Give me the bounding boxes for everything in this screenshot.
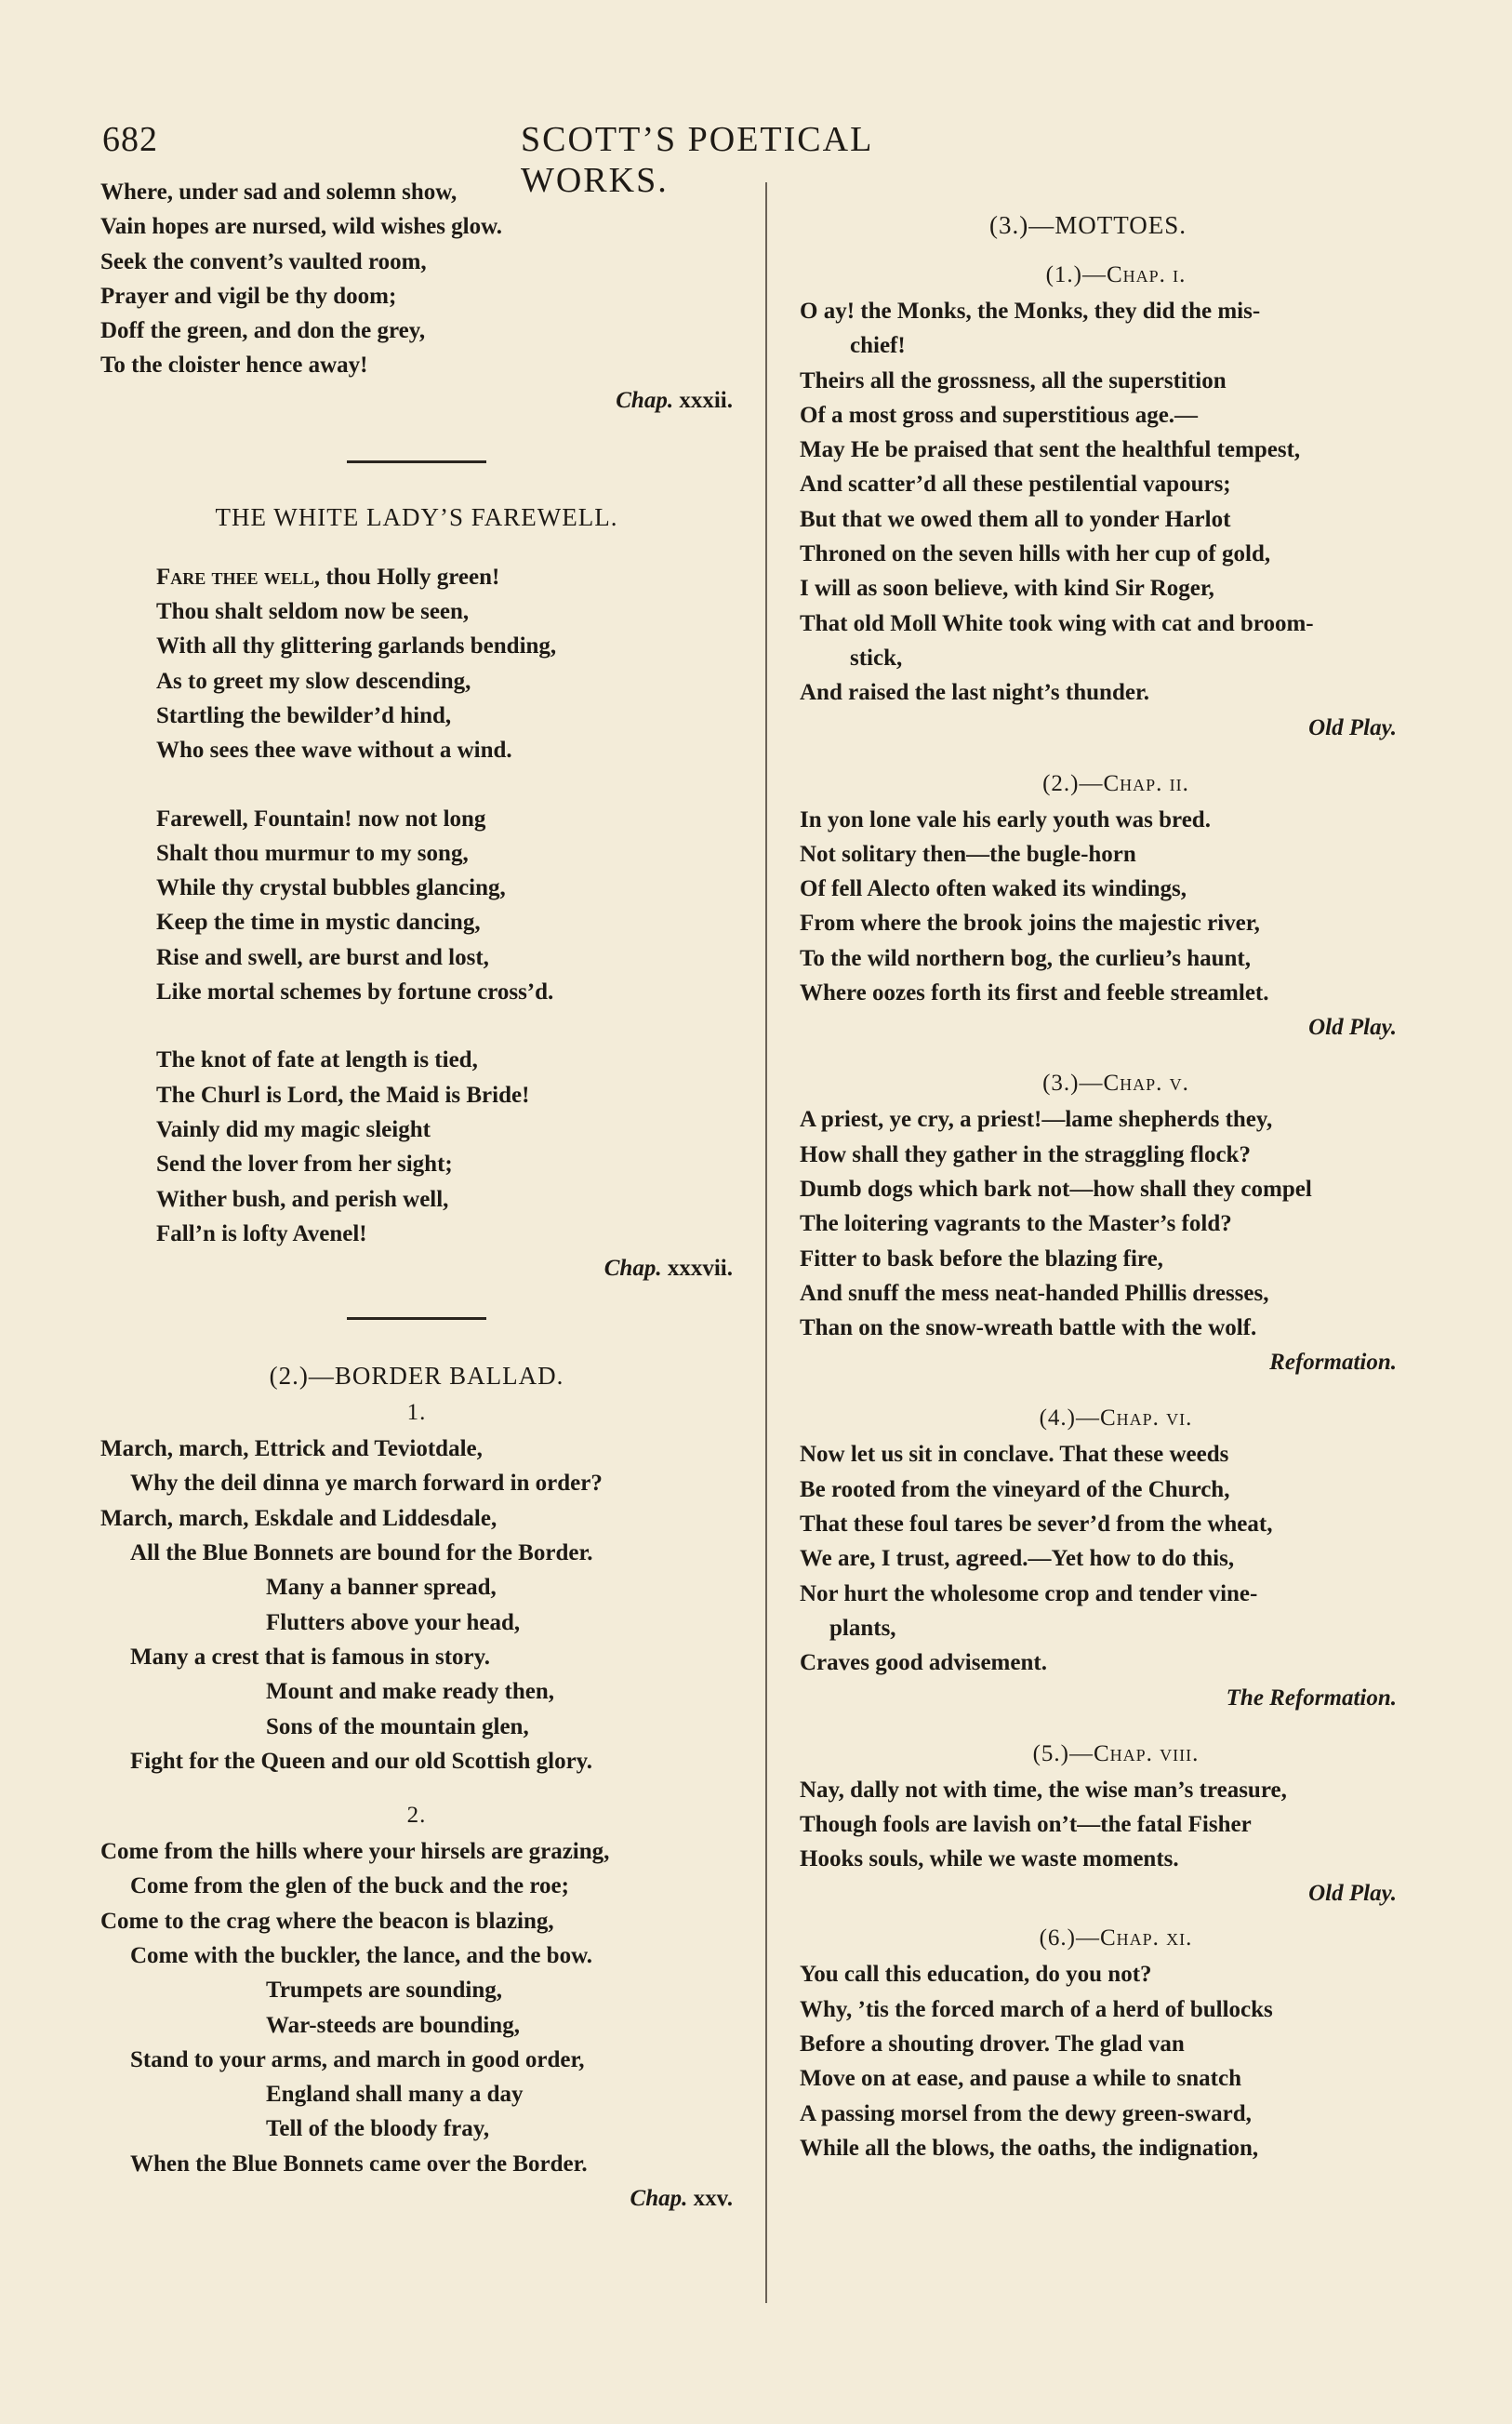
poem-line: Shalt thou murmur to my song, xyxy=(156,840,469,866)
motto-heading: (4.)—Chap. vi. xyxy=(1039,1405,1193,1432)
poem-line: Than on the snow-wreath battle with the wolf. xyxy=(800,1315,1257,1341)
motto-heading: (5.)—Chap. viii. xyxy=(1032,1740,1200,1766)
poem-line: Dumb dogs which bark not—how shall they compel xyxy=(800,1176,1312,1202)
poem-line: plants, xyxy=(829,1615,896,1641)
poem-line: Fitter to bask before the blazing fire, xyxy=(800,1245,1163,1272)
poem-line: When the Blue Bonnets came over the Border. xyxy=(130,2151,588,2177)
poem-line: But that we owed them all to yonder Harlot xyxy=(800,506,1231,532)
poem-line: Move on at ease, and pause a while to snatch xyxy=(800,2066,1242,2092)
poem-line: Of fell Alecto often waked its windings, xyxy=(800,876,1187,902)
poem-line: Why the deil dinna ye march forward in order? xyxy=(130,1471,603,1497)
poem-line: Mount and make ready then, xyxy=(266,1679,554,1705)
poem-line: Fare thee well, thou Holly green! xyxy=(156,564,500,590)
poem-line: Thou shalt seldom now be seen, xyxy=(156,599,470,625)
poem-line: Be rooted from the vineyard of the Church, xyxy=(800,1476,1230,1502)
poem-line: O ay! the Monks, the Monks, they did the mis- xyxy=(800,299,1261,324)
stanza-number: 2. xyxy=(406,1803,427,1829)
poem-line: Flutters above your head, xyxy=(266,1609,521,1635)
poem-line: Farewell, Fountain! now not long xyxy=(156,806,486,832)
poem-line: You call this education, do you not? xyxy=(800,1962,1152,1988)
poem-line: March, march, Ettrick and Teviotdale, xyxy=(100,1436,483,1462)
stanza-number: 1. xyxy=(406,1400,427,1426)
poem-line: And raised the last night’s thunder. xyxy=(800,680,1150,706)
poem-line: That these foul tares be sever’d from the wheat, xyxy=(800,1512,1273,1538)
section-title: THE WHITE LADY’S FAREWELL. xyxy=(215,502,618,531)
poem-line: Vain hopes are nursed, wild wishes glow. xyxy=(100,214,503,240)
poem-line: Theirs all the grossness, all the superstition xyxy=(800,367,1227,393)
poem-line: Nay, dally not with time, the wise man’s treasure, xyxy=(800,1777,1287,1803)
citation: The Reformation. xyxy=(1226,1685,1397,1711)
motto-heading: (3.)—Chap. v. xyxy=(1042,1071,1189,1097)
poem-line: May He be praised that sent the healthful tempest, xyxy=(800,437,1301,463)
poem-line: chief! xyxy=(850,333,906,359)
poem-line: Many a banner spread, xyxy=(266,1575,497,1601)
poem-line: And snuff the mess neat-handed Phillis dresses, xyxy=(800,1280,1269,1306)
poem-line: stick, xyxy=(850,645,903,671)
page-number: 682 xyxy=(102,120,158,159)
poem-line: Why, ’tis the forced march of a herd of bullocks xyxy=(800,1996,1273,2022)
poem-line: To the cloister hence away! xyxy=(100,353,368,379)
poem-line: Come with the buckler, the lance, and the bow. xyxy=(130,1942,593,1968)
motto-1 xyxy=(800,294,1432,711)
motto-heading: (1.)—Chap. i. xyxy=(1045,262,1187,287)
poem-line: March, march, Eskdale and Liddesdale, xyxy=(100,1505,497,1531)
poem-line: In yon lone vale his early youth was bred. xyxy=(800,806,1211,832)
poem-line: Keep the time in mystic dancing, xyxy=(156,910,481,936)
motto-heading: (6.)—Chap. xi. xyxy=(1039,1925,1193,1951)
poem-line: A passing morsel from the dewy green-sward, xyxy=(800,2100,1252,2126)
poem-line: War-steeds are bounding, xyxy=(266,2012,520,2038)
poem-line: The loitering vagrants to the Master’s fold? xyxy=(800,1211,1232,1237)
poem-line: Hooks souls, while we waste moments. xyxy=(800,1846,1179,1872)
poem-line: I will as soon believe, with kind Sir Roger, xyxy=(800,576,1214,602)
poem-line: With all thy glittering garlands bending, xyxy=(156,633,557,659)
poem-line: Fall’n is lofty Avenel! xyxy=(156,1220,367,1246)
column-divider xyxy=(765,182,767,2303)
poem-line: To the wild northern bog, the curlieu’s haunt, xyxy=(800,945,1252,971)
running-title: SCOTT’S POETICAL WORKS. xyxy=(521,120,872,200)
poem-line: Doff the green, and don the grey, xyxy=(100,318,426,344)
opening-stanza xyxy=(100,175,733,383)
poem-line: Who sees thee wave without a wind. xyxy=(156,738,512,764)
citation: Old Play. xyxy=(1308,1015,1397,1041)
poem-line: Stand to your arms, and march in good order, xyxy=(130,2046,585,2072)
poem-line: Rise and swell, are burst and lost, xyxy=(156,944,489,970)
right-column xyxy=(800,175,1432,2165)
citation: Reformation. xyxy=(1269,1350,1397,1376)
poem-line: And scatter’d all these pestilential vapours; xyxy=(800,472,1231,498)
poem-line: A priest, ye cry, a priest!—lame shepherds they, xyxy=(800,1107,1273,1133)
poem-line: Where, under sad and solemn show, xyxy=(100,180,458,205)
poem-line: Many a crest that is famous in story. xyxy=(130,1644,491,1670)
poem-line: Vainly did my magic sleight xyxy=(156,1116,431,1142)
poem-line: Seek the convent’s vaulted room, xyxy=(100,248,427,274)
poem-line: England shall many a day xyxy=(266,2082,524,2108)
poem-line: Send the lover from her sight; xyxy=(156,1152,453,1178)
poem-line: The Churl is Lord, the Maid is Bride! xyxy=(156,1082,530,1108)
poem-line: While thy crystal bubbles glancing, xyxy=(156,875,506,901)
motto-5 xyxy=(800,1773,1432,1877)
poem-line: Before a shouting drover. The glad van xyxy=(800,2031,1185,2057)
poem-line: While all the blows, the oaths, the indignation, xyxy=(800,2135,1259,2161)
farewell-poem xyxy=(100,560,733,1251)
left-column xyxy=(100,175,733,2216)
poem-line: How shall they gather in the straggling flock? xyxy=(800,1141,1251,1167)
poem-line: Tell of the bloody fray, xyxy=(266,2116,490,2142)
poem-line: Fight for the Queen and our old Scottish glory. xyxy=(130,1748,593,1774)
poem-line: Come from the hills where your hirsels are grazing, xyxy=(100,1839,610,1865)
poem-line: Prayer and vigil be thy doom; xyxy=(100,283,397,309)
motto-heading: (2.)—Chap. ii. xyxy=(1042,770,1189,796)
poem-line: Come to the crag where the beacon is blazing, xyxy=(100,1908,554,1934)
poem-line: Wither bush, and perish well, xyxy=(156,1186,449,1212)
poem-line: Though fools are lavish on’t—the fatal Fisher xyxy=(800,1811,1252,1837)
poem-line: Not solitary then—the bugle-horn xyxy=(800,841,1136,867)
motto-3 xyxy=(800,1102,1432,1345)
citation: Chap. xxxii. xyxy=(616,387,733,413)
citation: Chap. xxv. xyxy=(630,2186,733,2212)
poem-line: Sons of the mountain glen, xyxy=(266,1713,529,1739)
section-title: (3.)—MOTTOES. xyxy=(989,211,1187,239)
poem-line: Where oozes forth its first and feeble streamlet. xyxy=(800,980,1269,1006)
poem-line: We are, I trust, agreed.—Yet how to do this, xyxy=(800,1546,1235,1572)
poem-line: Craves good advisement. xyxy=(800,1650,1047,1676)
ballad-stanza-1 xyxy=(100,1432,733,1778)
poem-line: Nor hurt the wholesome crop and tender vine- xyxy=(800,1580,1258,1606)
motto-4 xyxy=(800,1437,1432,1680)
poem-line: All the Blue Bonnets are bound for the Border. xyxy=(130,1540,593,1566)
poem-line: Trumpets are sounding, xyxy=(266,1978,502,2004)
citation: Old Play. xyxy=(1308,714,1397,740)
citation: Chap. xxxvii. xyxy=(603,1256,733,1282)
motto-2 xyxy=(800,803,1432,1011)
poem-line: Now let us sit in conclave. That these weeds xyxy=(800,1442,1229,1468)
poem-line: That old Moll White took wing with cat and broom- xyxy=(800,610,1314,636)
poem-line: Of a most gross and superstitious age.— xyxy=(800,402,1199,428)
motto-6 xyxy=(800,1957,1432,2165)
poem-line: Throned on the seven hills with her cup of gold, xyxy=(800,541,1271,567)
poem-line: The knot of fate at length is tied, xyxy=(156,1047,478,1073)
citation: Old Play. xyxy=(1308,1881,1397,1907)
poem-line: Come from the glen of the buck and the roe; xyxy=(130,1873,569,1899)
section-title: (2.)—BORDER BALLAD. xyxy=(269,1362,564,1391)
ballad-stanza-2 xyxy=(100,1834,733,2181)
poem-line: Like mortal schemes by fortune cross’d. xyxy=(156,979,554,1006)
poem-line: Startling the bewilder’d hind, xyxy=(156,702,452,728)
poem-line: From where the brook joins the majestic river, xyxy=(800,911,1260,937)
poem-line: As to greet my slow descending, xyxy=(156,668,471,694)
